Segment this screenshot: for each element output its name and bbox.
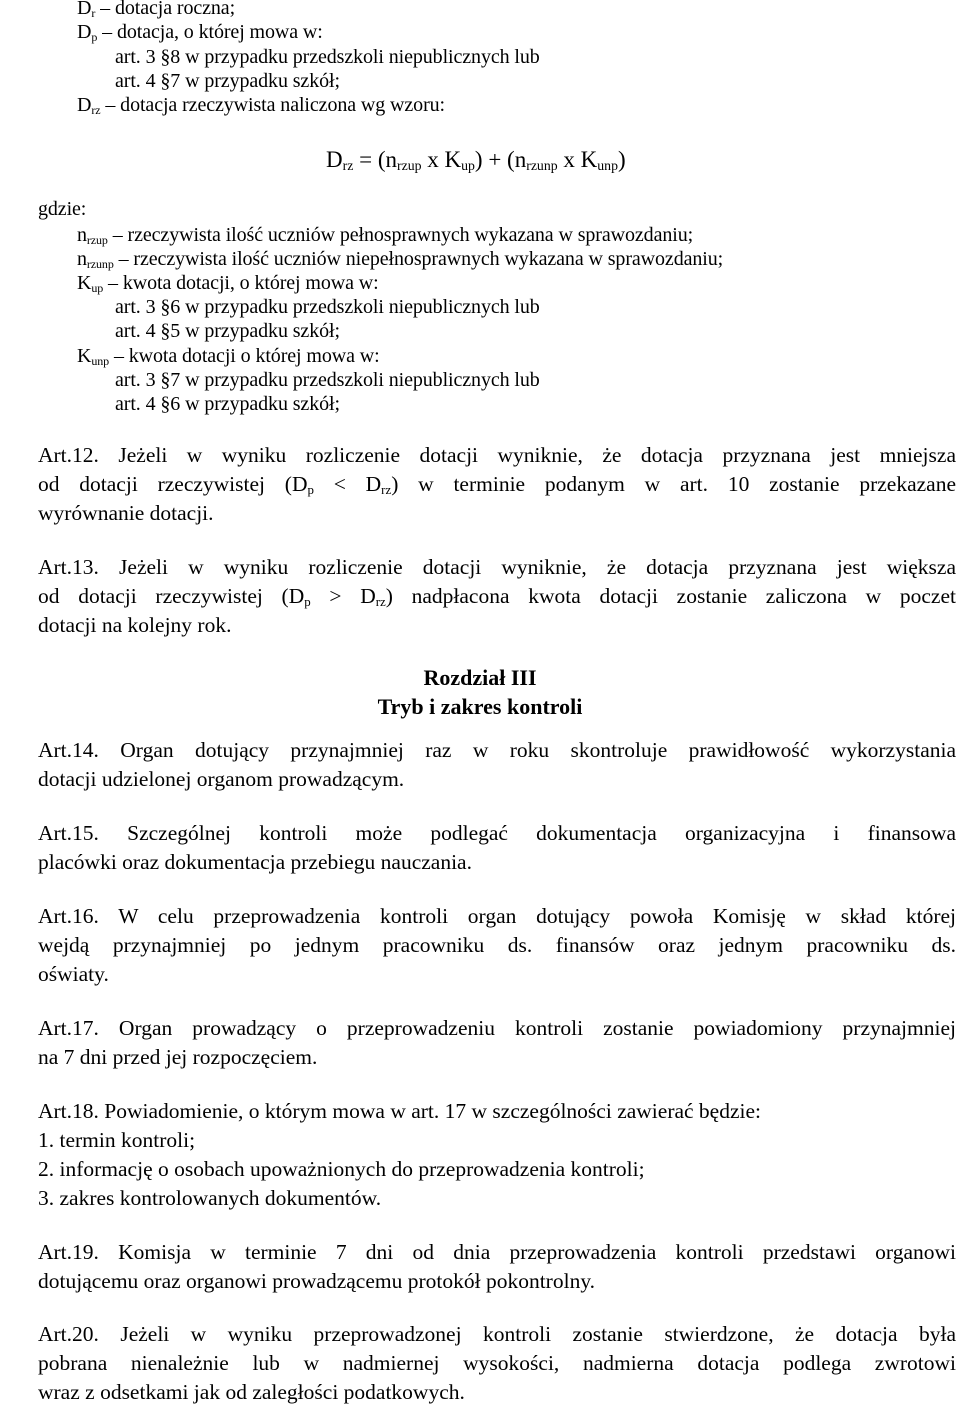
art17-line2: na 7 dni przed jej rozpoczęciem.	[38, 1045, 318, 1069]
art18-line1: Art.18. Powiadomienie, o którym mowa w art. 17 w szczególności zawierać będzie:	[38, 1099, 762, 1123]
art16-line2: wejdą przynajmniej po jednym pracowniku ds. finansów oraz jednym pracowniku ds.	[38, 933, 956, 957]
where-kunp: $K_{unp}$ – kwota dotacji o której mowa w:	[77, 345, 380, 368]
where-label: gdzie:	[38, 198, 87, 220]
art19-line2: dotującemu oraz organowi prowadzącemu protokół pokontrolny.	[38, 1269, 596, 1293]
where-kunp-art4: art. 4 §6 w przypadku szkół;	[115, 393, 340, 415]
where-kup-art3: art. 3 §6 w przypadku przedszkoli niepublicznych lub	[115, 296, 540, 318]
art17-line1: Art.17. Organ prowadzący o przeprowadzeniu kontroli zostanie powiadomiony przynajmniej	[38, 1016, 956, 1040]
art15-line2: placówki oraz dokumentacja przebiegu nauczania.	[38, 850, 472, 874]
art20-line2: pobrana nienależnie lub w nadmiernej wysokości, nadmierna dotacja podlega zwrotowi	[38, 1351, 956, 1375]
art15-line1: Art.15. Szczególnej kontroli może podlegać dokumentacja organizacyjna i finansowa	[38, 821, 956, 845]
art13-line2: od dotacji rzeczywistej $(D_p > D_{rz})$ nadpłacona kwota dotacji zostanie zaliczona w poczet	[38, 584, 956, 609]
art20-line1: Art.20. Jeżeli w wyniku przeprowadzonej kontroli zostanie stwierdzone, że dotacja była	[38, 1322, 956, 1346]
definition-drz: $D_{rz}$ – dotacja rzeczywista naliczona wg wzoru:	[77, 94, 445, 117]
definition-dp-art3: art. 3 §8 w przypadku przedszkoli niepublicznych lub	[115, 46, 540, 68]
where-kup-art4: art. 4 §5 w przypadku szkół;	[115, 320, 340, 342]
definition-dp-art4: art. 4 §7 w przypadku szkół;	[115, 70, 340, 92]
art16-line3: oświaty.	[38, 962, 109, 986]
art18-item: 1. termin kontroli;	[38, 1128, 196, 1152]
art20-line3: wraz z odsetkami jak od zaległości podatkowych.	[38, 1380, 465, 1404]
art13-line3: dotacji na kolejny rok.	[38, 613, 232, 637]
art12-line3: wyrównanie dotacji.	[38, 501, 214, 525]
where-kup: $K_{up}$ – kwota dotacji, o której mowa w:	[77, 272, 379, 295]
art18-item: 2. informację o osobach upoważnionych do przeprowadzenia kontroli;	[38, 1157, 645, 1181]
where-kunp-art3: art. 3 §7 w przypadku przedszkoli niepublicznych lub	[115, 369, 540, 391]
art14-line1: Art.14. Organ dotujący przynajmniej raz w roku skontroluje prawidłowość wykorzystania	[38, 738, 956, 762]
art13-line1: Art.13. Jeżeli w wyniku rozliczenie dotacji wyniknie, że dotacja przyznana jest większa	[38, 555, 956, 579]
chapter-subtitle: Tryb i zakres kontroli	[377, 694, 583, 719]
art12-line2: od dotacji rzeczywistej $(D_p < D_{rz})$ w terminie podanym w art. 10 zostanie przekazane	[38, 472, 956, 497]
art16-line1: Art.16. W celu przeprowadzenia kontroli organ dotujący powoła Komisję w skład której	[38, 904, 956, 928]
art18-item: 3. zakres kontrolowanych dokumentów.	[38, 1186, 382, 1210]
where-nrzunp: $n_{rzunp}$ – rzeczywista ilość uczniów niepełnosprawnych wykazana w sprawozdaniu;	[77, 248, 724, 271]
where-nrzup: $n_{rzup}$ – rzeczywista ilość uczniów pełnosprawnych wykazana w sprawozdaniu;	[77, 224, 694, 247]
formula: $D_{rz} = (n_{rzup}$ x $K_{up}) + (n_{rzunp}$ x $K_{unp}$)	[326, 147, 626, 173]
definition-dr: $D_r$ – dotacja roczna;	[77, 0, 236, 20]
art12-line1: Art.12. Jeżeli w wyniku rozliczenie dotacji wyniknie, że dotacja przyznana jest mniejsza	[38, 443, 956, 467]
chapter-title: Rozdział III	[423, 665, 537, 690]
art14-line2: dotacji udzielonej organom prowadzącym.	[38, 767, 405, 791]
art19-line1: Art.19. Komisja w terminie 7 dni od dnia przeprowadzenia kontroli przedstawi organowi	[38, 1240, 956, 1264]
definition-dp: $D_p$ – dotacja, o której mowa w:	[77, 21, 323, 44]
